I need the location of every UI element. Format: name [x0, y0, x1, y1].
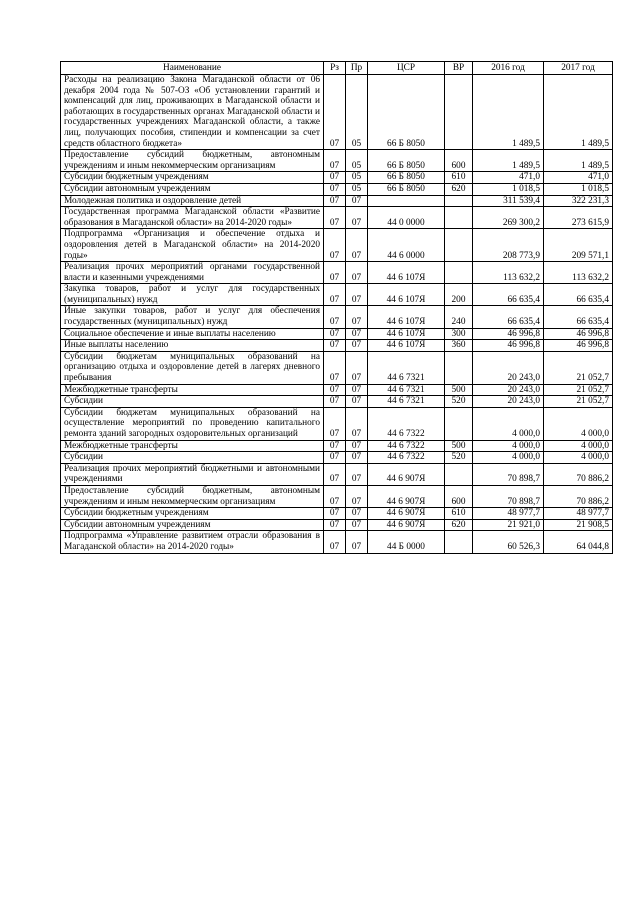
- table-row: [61, 440, 613, 452]
- row-2017-cell: 64 044,8: [544, 531, 613, 553]
- row-pr-cell: 07: [346, 262, 368, 284]
- row-vr-cell: 610: [445, 172, 473, 184]
- row-rz-cell: 07: [324, 531, 346, 553]
- row-2017-cell: 46 996,8: [544, 328, 613, 340]
- row-vr-cell: 620: [445, 183, 473, 195]
- row-name-cell: Иные выплаты населению: [61, 340, 324, 352]
- row-name-cell: Иные закупки товаров, работ и услуг для обеспечения государственных (муниципальных) нужд: [61, 306, 324, 328]
- row-2017-cell: 1 489,5: [544, 75, 613, 150]
- row-csr-cell: 44 6 107Я: [368, 262, 445, 284]
- row-2016-cell: 48 977,7: [473, 508, 544, 520]
- row-2017-cell: 70 886,2: [544, 463, 613, 485]
- row-name-cell: Субсидии бюджетным учреждениям: [61, 172, 324, 184]
- row-2016-cell: 471,0: [473, 172, 544, 184]
- row-vr-cell: 240: [445, 306, 473, 328]
- row-2016-cell: 70 898,7: [473, 463, 544, 485]
- row-pr-cell: 05: [346, 183, 368, 195]
- row-csr-cell: 66 Б 8050: [368, 172, 445, 184]
- row-2017-cell: 273 615,9: [544, 207, 613, 229]
- row-rz-cell: 07: [324, 519, 346, 531]
- row-2016-cell: 4 000,0: [473, 440, 544, 452]
- header-2016: 2016 год: [473, 62, 544, 75]
- row-2017-cell: 66 635,4: [544, 284, 613, 306]
- row-vr-cell: 500: [445, 384, 473, 396]
- row-2016-cell: 113 632,2: [473, 262, 544, 284]
- row-rz-cell: 07: [324, 396, 346, 408]
- row-2017-cell: 209 571,1: [544, 229, 613, 262]
- row-pr-cell: 07: [346, 485, 368, 507]
- row-2016-cell: 46 996,8: [473, 328, 544, 340]
- table-row: [61, 340, 613, 352]
- row-csr-cell: 44 6 907Я: [368, 485, 445, 507]
- row-vr-cell: [445, 351, 473, 384]
- budget-table: [60, 61, 613, 554]
- row-csr-cell: 44 6 907Я: [368, 519, 445, 531]
- table-row: [61, 351, 613, 384]
- row-rz-cell: 07: [324, 172, 346, 184]
- row-rz-cell: 07: [324, 407, 346, 440]
- table-row: [61, 531, 613, 553]
- row-rz-cell: 07: [324, 452, 346, 464]
- row-csr-cell: 44 6 7322: [368, 407, 445, 440]
- row-vr-cell: 200: [445, 284, 473, 306]
- table-row: [61, 262, 613, 284]
- row-2016-cell: 4 000,0: [473, 407, 544, 440]
- row-pr-cell: 07: [346, 207, 368, 229]
- row-vr-cell: [445, 262, 473, 284]
- row-vr-cell: 500: [445, 440, 473, 452]
- row-pr-cell: 05: [346, 172, 368, 184]
- table-row: [61, 306, 613, 328]
- row-2017-cell: 1 018,5: [544, 183, 613, 195]
- row-rz-cell: 07: [324, 485, 346, 507]
- row-pr-cell: 07: [346, 396, 368, 408]
- row-2016-cell: 1 489,5: [473, 150, 544, 172]
- row-2017-cell: 70 886,2: [544, 485, 613, 507]
- row-csr-cell: 44 Б 0000: [368, 531, 445, 553]
- row-name-cell: Субсидии: [61, 452, 324, 464]
- row-pr-cell: 07: [346, 351, 368, 384]
- row-vr-cell: [445, 195, 473, 207]
- row-2016-cell: 66 635,4: [473, 306, 544, 328]
- row-vr-cell: 610: [445, 508, 473, 520]
- row-csr-cell: 66 Б 8050: [368, 183, 445, 195]
- row-2016-cell: 66 635,4: [473, 284, 544, 306]
- row-csr-cell: 44 6 7321: [368, 351, 445, 384]
- header-2017: 2017 год: [544, 62, 613, 75]
- row-csr-cell: 44 6 107Я: [368, 328, 445, 340]
- row-2017-cell: 1 489,5: [544, 150, 613, 172]
- row-pr-cell: 07: [346, 508, 368, 520]
- row-name-cell: Молодежная политика и оздоровление детей: [61, 195, 324, 207]
- row-csr-cell: 44 6 907Я: [368, 463, 445, 485]
- row-rz-cell: 07: [324, 195, 346, 207]
- row-2017-cell: 66 635,4: [544, 306, 613, 328]
- row-pr-cell: 07: [346, 531, 368, 553]
- header-csr: ЦСР: [368, 62, 445, 75]
- row-csr-cell: 44 6 107Я: [368, 340, 445, 352]
- row-vr-cell: 520: [445, 452, 473, 464]
- row-name-cell: Субсидии бюджетным учреждениям: [61, 508, 324, 520]
- table-row: [61, 485, 613, 507]
- row-csr-cell: 44 6 107Я: [368, 306, 445, 328]
- row-pr-cell: 07: [346, 306, 368, 328]
- table-row: [61, 519, 613, 531]
- row-pr-cell: 07: [346, 340, 368, 352]
- table-row: [61, 396, 613, 408]
- row-name-cell: Реализация прочих мероприятий бюджетными и автономными учреждениями: [61, 463, 324, 485]
- row-2016-cell: 60 526,3: [473, 531, 544, 553]
- table-row: [61, 183, 613, 195]
- row-2017-cell: 21 052,7: [544, 384, 613, 396]
- row-name-cell: Субсидии автономным учреждениям: [61, 183, 324, 195]
- row-2017-cell: 4 000,0: [544, 452, 613, 464]
- row-vr-cell: [445, 463, 473, 485]
- row-2016-cell: 1 018,5: [473, 183, 544, 195]
- table-row: [61, 384, 613, 396]
- table-row: [61, 195, 613, 207]
- row-2016-cell: 70 898,7: [473, 485, 544, 507]
- row-csr-cell: 66 Б 8050: [368, 150, 445, 172]
- row-2017-cell: 21 052,7: [544, 396, 613, 408]
- row-pr-cell: 07: [346, 195, 368, 207]
- row-2016-cell: 20 243,0: [473, 384, 544, 396]
- table-row: [61, 207, 613, 229]
- row-2016-cell: 46 996,8: [473, 340, 544, 352]
- row-name-cell: Субсидии бюджетам муниципальных образований на осуществление мероприятий по проведению капитального ремонта зданий загородных оздоровительных организаций: [61, 407, 324, 440]
- row-name-cell: Субсидии бюджетам муниципальных образований на организацию отдыха и оздоровление детей в лагерях дневного пребывания: [61, 351, 324, 384]
- row-vr-cell: 600: [445, 485, 473, 507]
- row-2017-cell: 471,0: [544, 172, 613, 184]
- row-2016-cell: 4 000,0: [473, 452, 544, 464]
- table-row: [61, 150, 613, 172]
- table-row: [61, 407, 613, 440]
- row-csr-cell: 44 6 7322: [368, 440, 445, 452]
- row-2016-cell: 311 539,4: [473, 195, 544, 207]
- row-pr-cell: 07: [346, 328, 368, 340]
- table-row: [61, 172, 613, 184]
- row-rz-cell: 07: [324, 463, 346, 485]
- row-name-cell: Социальное обеспечение и иные выплаты населению: [61, 328, 324, 340]
- table-row: [61, 328, 613, 340]
- row-rz-cell: 07: [324, 351, 346, 384]
- header-vr: ВР: [445, 62, 473, 75]
- header-name: Наименование: [61, 62, 324, 75]
- row-rz-cell: 07: [324, 328, 346, 340]
- row-vr-cell: [445, 229, 473, 262]
- row-name-cell: Закупка товаров, работ и услуг для государственных (муниципальных) нужд: [61, 284, 324, 306]
- table-row: [61, 75, 613, 150]
- table-row: [61, 508, 613, 520]
- row-2017-cell: 21 908,5: [544, 519, 613, 531]
- row-csr-cell: 66 Б 8050: [368, 75, 445, 150]
- row-pr-cell: 07: [346, 519, 368, 531]
- row-vr-cell: 600: [445, 150, 473, 172]
- row-name-cell: Подпрограмма «Управление развитием отрасли образования в Магаданской области» на 2014-2020 годы»: [61, 531, 324, 553]
- row-2017-cell: 46 996,8: [544, 340, 613, 352]
- table-row: [61, 284, 613, 306]
- table-header-row: [61, 62, 613, 75]
- row-2016-cell: 20 243,0: [473, 351, 544, 384]
- row-rz-cell: 07: [324, 262, 346, 284]
- table-body: [61, 75, 613, 554]
- row-pr-cell: 07: [346, 284, 368, 306]
- row-csr-cell: 44 0 0000: [368, 207, 445, 229]
- row-2016-cell: 208 773,9: [473, 229, 544, 262]
- row-2017-cell: 21 052,7: [544, 351, 613, 384]
- row-rz-cell: 07: [324, 75, 346, 150]
- row-rz-cell: 07: [324, 384, 346, 396]
- row-2017-cell: 322 231,3: [544, 195, 613, 207]
- row-name-cell: Субсидии автономным учреждениям: [61, 519, 324, 531]
- row-name-cell: Реализация прочих мероприятий органами государственной власти и казенными учреждениями: [61, 262, 324, 284]
- row-name-cell: Подпрограмма «Организация и обеспечение отдыха и оздоровления детей в Магаданской области» на 2014-2020 годы»: [61, 229, 324, 262]
- row-2017-cell: 48 977,7: [544, 508, 613, 520]
- row-pr-cell: 07: [346, 463, 368, 485]
- row-pr-cell: 07: [346, 229, 368, 262]
- row-name-cell: Субсидии: [61, 396, 324, 408]
- row-vr-cell: [445, 407, 473, 440]
- row-2016-cell: 21 921,0: [473, 519, 544, 531]
- row-rz-cell: 07: [324, 207, 346, 229]
- row-name-cell: Государственная программа Магаданской области «Развитие образования в Магаданской области» на 2014-2020 годы»: [61, 207, 324, 229]
- row-pr-cell: 05: [346, 75, 368, 150]
- row-2016-cell: 1 489,5: [473, 75, 544, 150]
- row-2016-cell: 269 300,2: [473, 207, 544, 229]
- row-name-cell: Предоставление субсидий бюджетным, автономным учреждениям и иным некоммерческим организациям: [61, 485, 324, 507]
- table-row: [61, 452, 613, 464]
- row-csr-cell: 44 6 7321: [368, 396, 445, 408]
- row-rz-cell: 07: [324, 306, 346, 328]
- row-name-cell: Расходы на реализацию Закона Магаданской области от 06 декабря 2004 года № 507-ОЗ «Об установлении гарантий и компенсаций для лиц, проживающих в Магаданской области и работающих в государственных органах Магаданской области и государственных учреждениях Магаданской области, а также лиц, получающих пособия, стипендии и компенсации за счет средств областного бюджета»: [61, 75, 324, 150]
- row-2017-cell: 113 632,2: [544, 262, 613, 284]
- table-row: [61, 463, 613, 485]
- row-vr-cell: 520: [445, 396, 473, 408]
- header-pr: Пр: [346, 62, 368, 75]
- row-csr-cell: 44 6 0000: [368, 229, 445, 262]
- row-rz-cell: 07: [324, 183, 346, 195]
- row-pr-cell: 07: [346, 407, 368, 440]
- row-pr-cell: 07: [346, 440, 368, 452]
- row-rz-cell: 07: [324, 229, 346, 262]
- row-name-cell: Предоставление субсидий бюджетным, автономным учреждениям и иным некоммерческим организациям: [61, 150, 324, 172]
- row-rz-cell: 07: [324, 340, 346, 352]
- row-vr-cell: 620: [445, 519, 473, 531]
- row-csr-cell: 44 6 7321: [368, 384, 445, 396]
- row-pr-cell: 07: [346, 452, 368, 464]
- row-2017-cell: 4 000,0: [544, 440, 613, 452]
- header-rz: Рз: [324, 62, 346, 75]
- row-csr-cell: 44 6 907Я: [368, 508, 445, 520]
- row-vr-cell: [445, 75, 473, 150]
- row-vr-cell: 300: [445, 328, 473, 340]
- table-row: [61, 229, 613, 262]
- row-vr-cell: 360: [445, 340, 473, 352]
- row-rz-cell: 07: [324, 284, 346, 306]
- row-rz-cell: 07: [324, 440, 346, 452]
- row-rz-cell: 07: [324, 150, 346, 172]
- row-vr-cell: [445, 531, 473, 553]
- row-pr-cell: 05: [346, 150, 368, 172]
- row-vr-cell: [445, 207, 473, 229]
- row-csr-cell: 44 6 107Я: [368, 284, 445, 306]
- row-name-cell: Межбюджетные трансферты: [61, 384, 324, 396]
- row-csr-cell: 44 6 7322: [368, 452, 445, 464]
- row-pr-cell: 07: [346, 384, 368, 396]
- row-name-cell: Межбюджетные трансферты: [61, 440, 324, 452]
- row-rz-cell: 07: [324, 508, 346, 520]
- row-2017-cell: 4 000,0: [544, 407, 613, 440]
- row-csr-cell: [368, 195, 445, 207]
- row-2016-cell: 20 243,0: [473, 396, 544, 408]
